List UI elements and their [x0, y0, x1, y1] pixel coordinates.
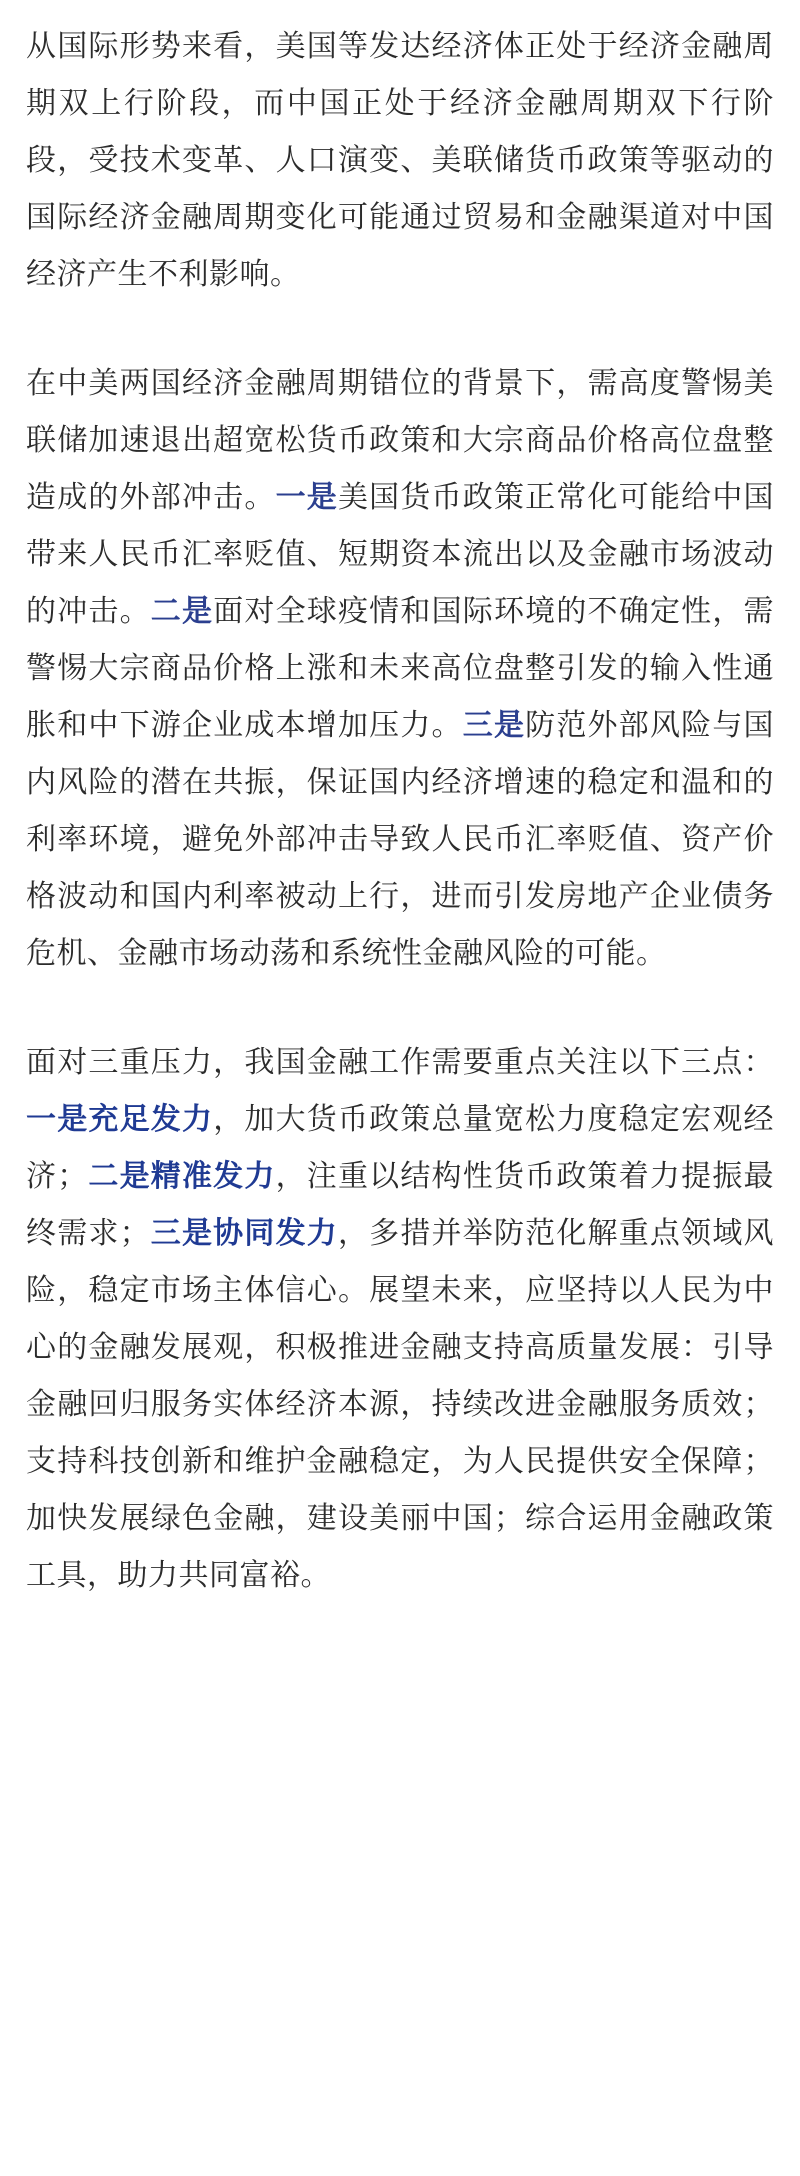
text-run: 防范外部风险与国内风险的潜在共振，保证国内经济增速的稳定和温和的利率环境，避免外部冲击导致人民币汇率贬值、资产价格波动和国内利率被动上行，进而引发房地产企业债务危机、金融市场动荡和系统性金融风险的可能。 — [26, 709, 775, 970]
highlighted-phrase: 三是 — [462, 709, 526, 742]
text-run: 美国货币政策正常化可能给中国带来人民币汇率贬值、短期资本流出以及金融市场波动的冲击。 — [26, 481, 775, 628]
text-run: 在中美两国经济金融周期错位的背景下，需高度警惕美联储加速退出超宽松货币政策和大宗商品价格高位盘整造成的外部冲击。 — [26, 367, 774, 514]
text-run: 从国际形势来看，美国等发达经济体正处于经济金融周期双上行阶段，而中国正处于经济金融周期双下行阶段，受技术变革、人口演变、美联储货币政策等驱动的国际经济金融周期变化可能通过贸易和金融渠道对中国经济产生不利影响。 — [26, 30, 774, 291]
text-run: ，多措并举防范化解重点领域风险，稳定市场主体信心。展望未来，应坚持以人民为中心的金融发展观，积极推进金融支持高质量发展：引导金融回归服务实体经济本源，持续改进金融服务质效；支持科技创新和维护金融稳定，为人民提供安全保障；加快发展绿色金融，建设美丽中国；综合运用金融政策工具，助力共同富裕。 — [26, 1217, 775, 1592]
highlighted-phrase-strong: 一是充足发力 — [26, 1103, 214, 1136]
highlighted-phrase-strong: 二是精准发力 — [87, 1160, 276, 1193]
text-run: ，注重以结构性货币政策着力提振最终需求； — [26, 1160, 775, 1250]
text-run: ，加大货币政策总量宽松力度稳定宏观经济； — [26, 1103, 775, 1193]
paragraph-1 — [26, 18, 774, 303]
text-run: 面对三重压力，我国金融工作需要重点关注以下三点： — [26, 1046, 774, 1079]
text-run: 面对全球疫情和国际环境的不确定性，需警惕大宗商品价格上涨和未来高位盘整引发的输入性通胀和中下游企业成本增加压力。 — [26, 595, 775, 742]
highlighted-phrase: 二是 — [150, 595, 214, 628]
highlighted-phrase: 一是 — [275, 481, 338, 514]
paragraph-2 — [26, 355, 774, 982]
highlighted-phrase-strong: 三是协同发力 — [150, 1217, 338, 1250]
paragraph-3 — [26, 1034, 774, 1604]
